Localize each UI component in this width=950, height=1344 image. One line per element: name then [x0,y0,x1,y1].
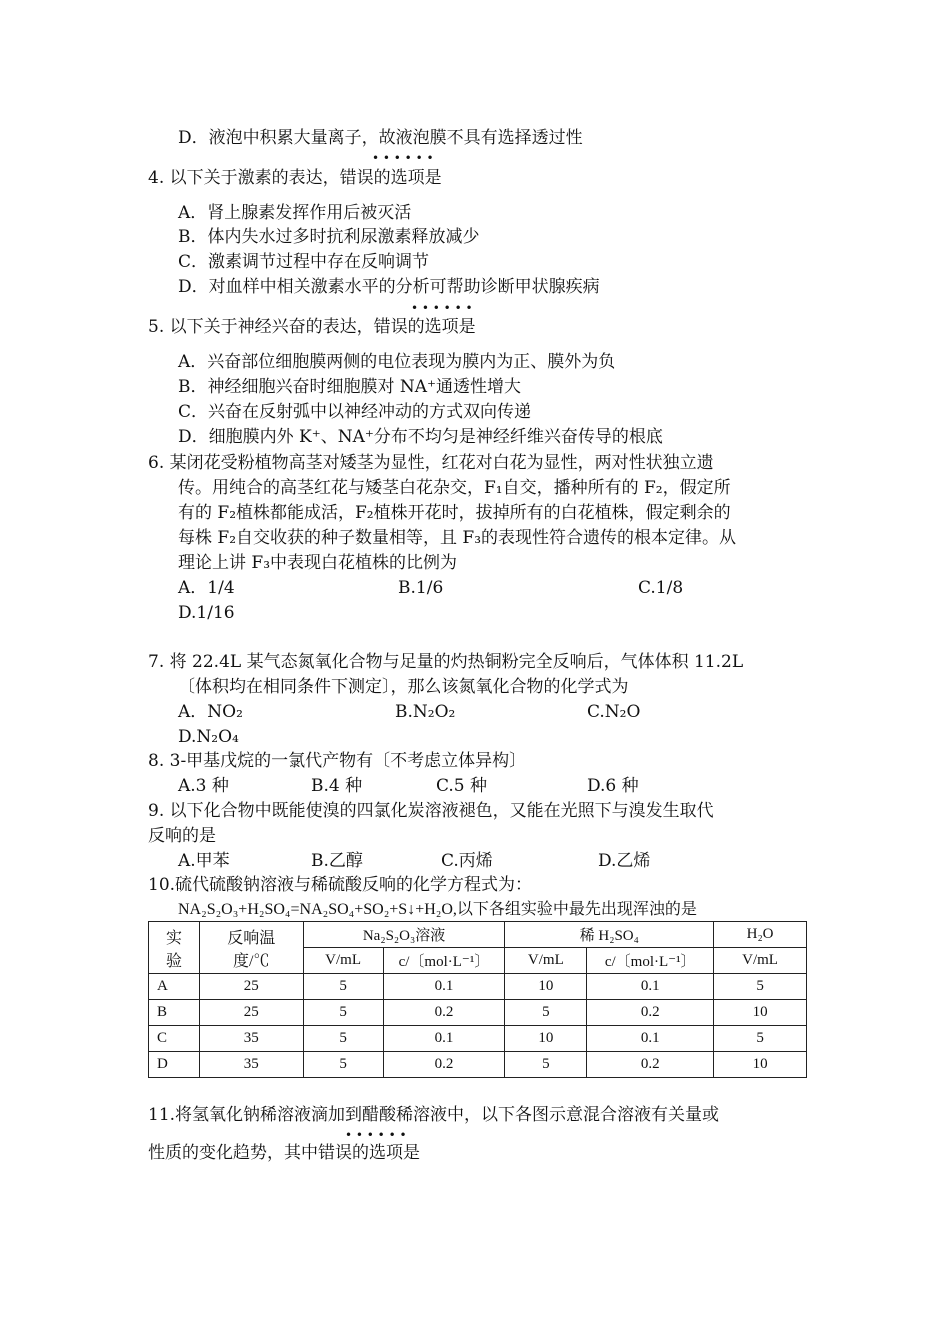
table-cell: B [149,1000,200,1026]
q4-option-c: C．激素调节过程中存在反响调节 [178,252,430,272]
q4-option-d: D．对血样中相关激素水平的分析可帮助诊断甲状腺疾病 [178,277,600,297]
q11-line-1: 11.将氢氧化钠稀溶液滴加到醋酸稀溶液中，以下各图示意混合溶液有关量或 [148,1105,720,1125]
q6-line-3: 有的 F₂植株都能成活，F₂植株开花时，拔掉所有的白花植株，假定剩余的 [178,503,731,523]
table-cell: 0.1 [383,1026,505,1052]
table-cell: 0.1 [383,974,505,1000]
header-experiment [149,922,200,974]
header-experiment-line2: 验 [165,952,182,970]
header-experiment-line1: 实 [165,929,182,947]
table-cell: 10 [714,1052,807,1078]
q8-stem: 8. 3-甲基戊烷的一氯代产物有〔不考虑立体异构〕 [148,751,527,771]
q7-line-2: 〔体积均在相同条件下测定〕，那么该氮氧化合物的化学式为 [178,677,629,697]
q5-option-c: C．兴奋在反射弧中以神经冲动的方式双向传递 [178,402,532,422]
header-temperature-line1: 反响温 [227,929,276,947]
q6-option-d: D.1/16 [178,603,235,623]
table-cell: 5 [303,1052,383,1078]
q5-stem: 5. 以下关于神经兴奋的表达，错误的选项是 [148,317,476,337]
table-cell: 5 [303,974,383,1000]
q9-option-d: D.乙烯 [598,851,651,871]
q9-line-2: 反响的是 [148,826,216,846]
q9-option-c: C.丙烯 [441,851,493,871]
header-h2so4: 稀 H₂SO₄ [505,922,714,948]
q7-option-b: B.N₂O₂ [395,702,456,722]
q9-option-a: A.甲苯 [178,851,230,871]
table-cell: 0.1 [587,1026,714,1052]
subheader-volume: V/mL [505,948,587,974]
q6-option-a: A．1/4 [178,578,235,598]
q6-option-b: B.1/6 [398,578,444,598]
q11-line-2: 性质的变化趋势，其中错误的选项是 [148,1143,420,1163]
table-cell: 10 [714,1000,807,1026]
table-cell: D [149,1052,200,1078]
q9-option-b: B.乙醇 [311,851,363,871]
emphasis-dots: • • • • • • [372,151,434,165]
q10-stem: 10.硫代硫酸钠溶液与稀硫酸反响的化学方程式为： [148,875,533,895]
table-cell: 0.2 [587,1052,714,1078]
q5-option-d: D．细胞膜内外 K⁺、NA⁺分布不均匀是神经纤维兴奋传导的根底 [178,427,663,447]
q4-stem: 4. 以下关于激素的表达，错误的选项是 [148,168,442,188]
table-cell: 5 [714,974,807,1000]
header-temperature [199,922,303,974]
q4-option-b: B．体内失水过多时抗利尿激素释放减少 [178,227,480,247]
emphasis-dots: • • • • • • [411,301,473,315]
table-row [149,1026,807,1052]
table-cell: 35 [199,1026,303,1052]
table-cell: 5 [714,1026,807,1052]
q7-line-1: 7. 将 22.4L 某气态氮氧化合物与足量的灼热铜粉完全反响后，气体体积 11.2L [148,652,744,672]
table-cell: 0.2 [383,1052,505,1078]
q5-option-a: A．兴奋部位细胞膜两侧的电位表现为膜内为正、膜外为负 [178,352,616,372]
table-cell: 5 [303,1000,383,1026]
q3-option-d: D．液泡中积累大量离子，故液泡膜不具有选择透过性 [178,128,583,148]
q6-option-c: C.1/8 [638,578,684,598]
q6-line-4: 每株 F₂自交收获的种子数量相等，且 F₃的表现性符合遗传的根本定律。从 [178,528,737,548]
table-row [149,974,807,1000]
q5-option-b: B．神经细胞兴奋时细胞膜对 NA⁺通透性增大 [178,377,522,397]
table-cell: 10 [505,974,587,1000]
subheader-concentration: c/〔mol·L⁻¹〕 [383,948,505,974]
table-cell: 5 [505,1000,587,1026]
experiment-table [148,921,807,1078]
table-cell: 35 [199,1052,303,1078]
table-cell: 0.2 [587,1000,714,1026]
q9-line-1: 9. 以下化合物中既能使溴的四氯化炭溶液褪色，又能在光照下与溴发生取代 [148,801,714,821]
subheader-volume: V/mL [303,948,383,974]
q8-option-d: D.6 种 [587,776,639,796]
subheader-concentration: c/〔mol·L⁻¹〕 [587,948,714,974]
table-cell: A [149,974,200,1000]
table-cell: 10 [505,1026,587,1052]
header-na2s2o3: Na₂S₂O₃溶液 [303,922,505,948]
table-cell: 5 [505,1052,587,1078]
q10-equation: NA₂S₂O₃+H₂SO₄=NA₂SO₄+SO₂+S↓+H₂O,以下各组实验中最先出现浑浊的是 [178,901,697,918]
table-row [149,1000,807,1026]
subheader-volume: V/mL [714,948,807,974]
table-cell: 25 [199,1000,303,1026]
q8-option-b: B.4 种 [311,776,363,796]
q7-option-d: D.N₂O₄ [178,727,239,747]
q8-option-a: A.3 种 [178,776,229,796]
table-cell: 0.1 [587,974,714,1000]
q4-option-a: A．肾上腺素发挥作用后被灭活 [178,203,412,223]
table-cell: C [149,1026,200,1052]
q7-option-a: A．NO₂ [178,702,243,722]
header-temperature-line2: 度/℃ [233,952,270,970]
table-cell: 5 [303,1026,383,1052]
header-h2o: H₂O [714,922,807,948]
q6-line-2: 传。用纯合的高茎红花与矮茎白花杂交，F₁自交，播种所有的 F₂，假定所 [178,478,731,498]
q7-option-c: C.N₂O [587,702,641,722]
q8-option-c: C.5 种 [436,776,488,796]
table-cell: 0.2 [383,1000,505,1026]
table-row [149,1052,807,1078]
emphasis-dots: • • • • • • [345,1128,407,1142]
q6-line-1: 6. 某闭花受粉植物高茎对矮茎为显性，红花对白花为显性，两对性状独立遗 [148,453,714,473]
table-cell: 25 [199,974,303,1000]
q6-line-5: 理论上讲 F₃中表现白花植株的比例为 [178,553,458,573]
